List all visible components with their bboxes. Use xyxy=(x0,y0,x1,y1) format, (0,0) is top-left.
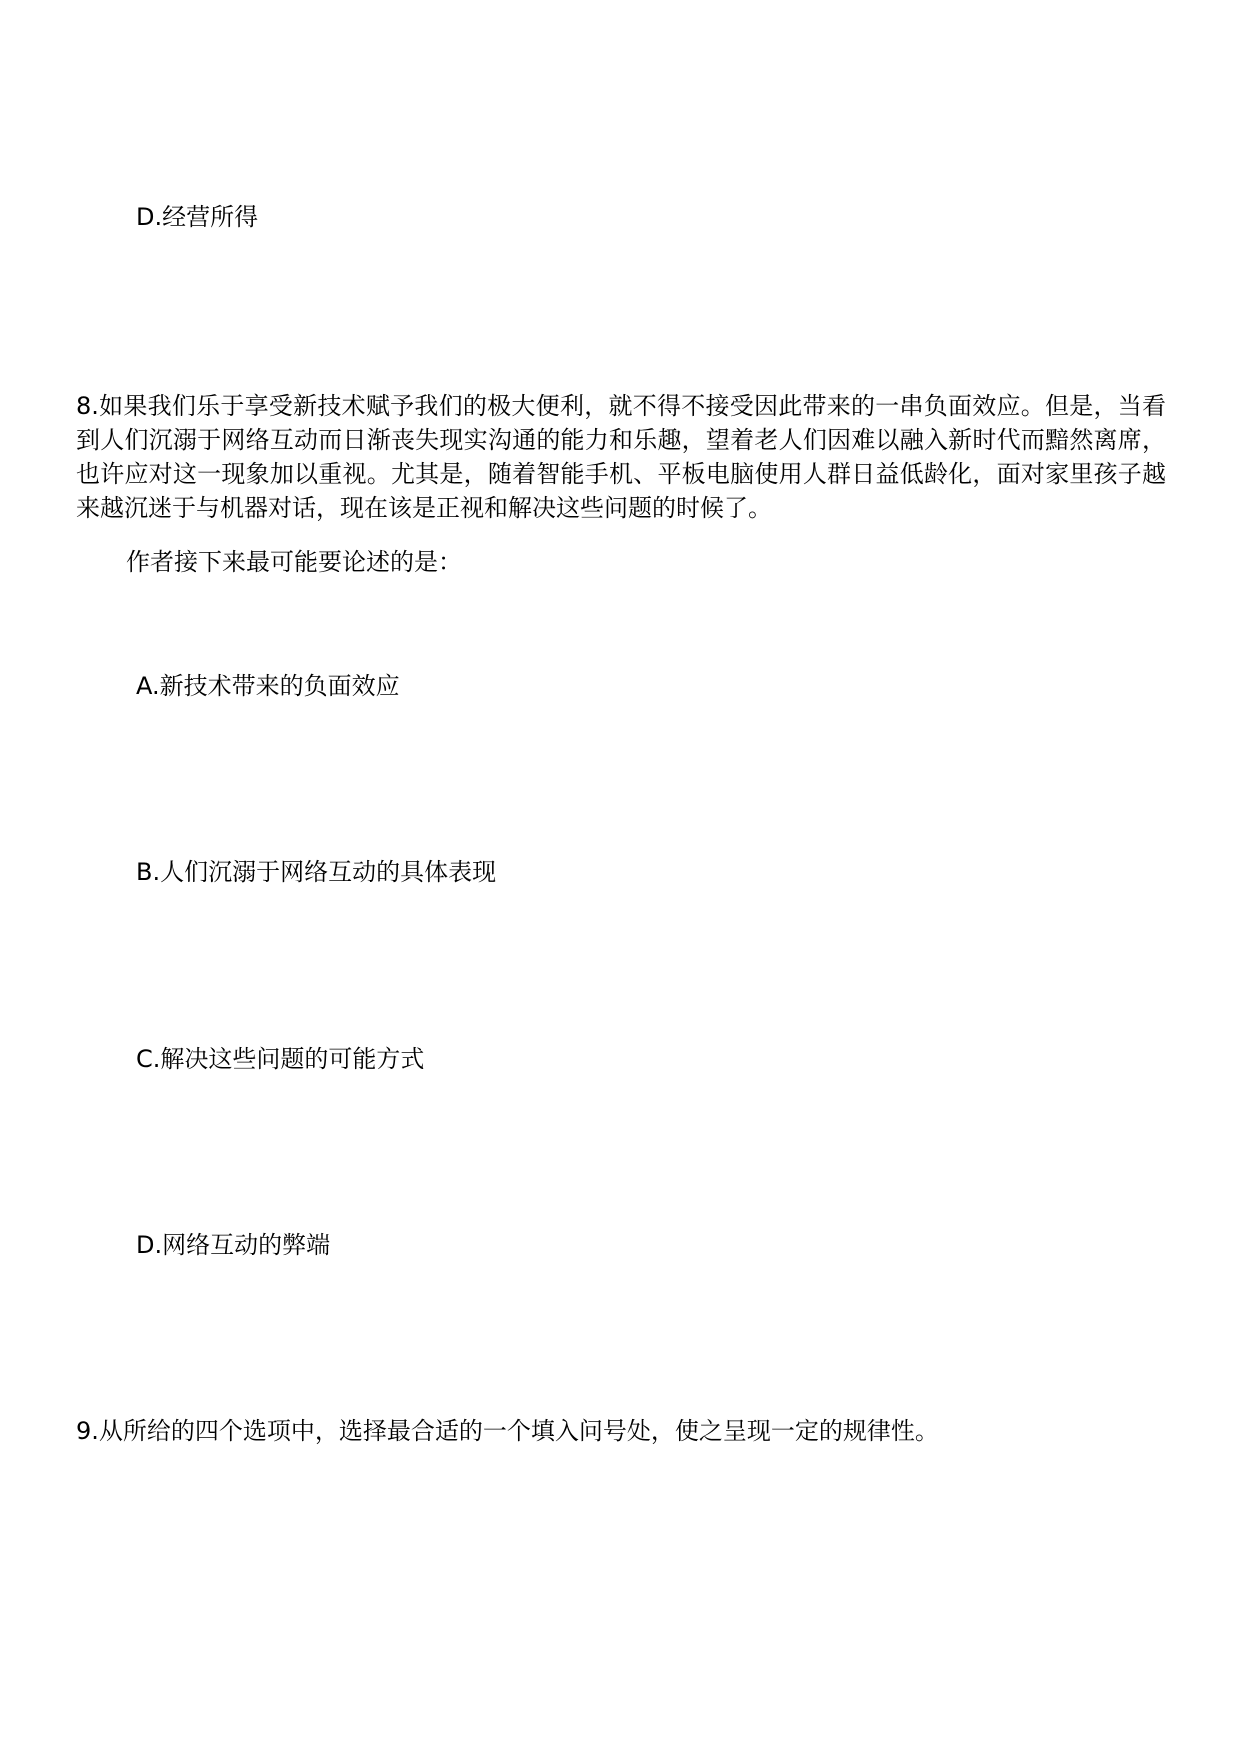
q8-stem: 8.如果我们乐于享受新技术赋予我们的极大便利，就不得不接受因此带来的一串负面效应。但是，当看到人们沉溺于网络互动而日渐丧失现实沟通的能力和乐趣，望着老人们因难以融入新时代而黯然离席，也许应对这一现象加以重视。尤其是，随着智能手机、平板电脑使用人群日益低龄化，面对家里孩子越来越沉迷于与机器对话，现在该是正视和解决这些问题的时候了。 xyxy=(76,392,1166,522)
q8-option-d: D.网络互动的弊端 xyxy=(136,1231,331,1259)
q8-question: 作者接下来最可能要论述的是： xyxy=(126,548,462,576)
q8-option-a: A.新技术带来的负面效应 xyxy=(136,672,400,700)
q8-option-c: C.解决这些问题的可能方式 xyxy=(136,1045,425,1073)
q8-option-b: B.人们沉溺于网络互动的具体表现 xyxy=(136,858,497,886)
q7-option-d: D.经营所得 xyxy=(136,203,259,231)
q9-stem: 9.从所给的四个选项中，选择最合适的一个填入问号处，使之呈现一定的规律性。 xyxy=(76,1417,939,1445)
